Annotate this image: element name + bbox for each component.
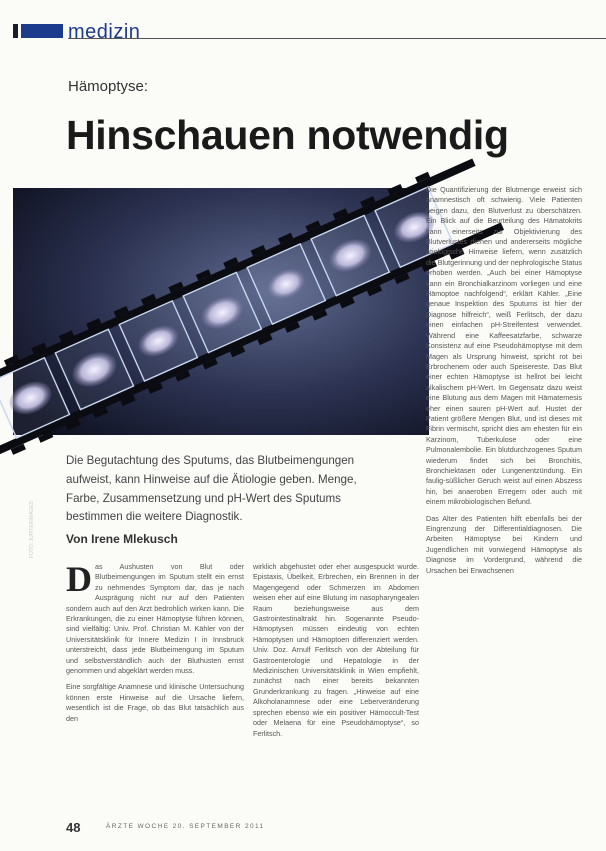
body-column-1 [66,559,244,730]
body-column-2 [253,562,419,745]
section-bar-dark [13,24,18,38]
body-paragraph [66,559,244,676]
section-label: medizin [68,21,141,43]
microscope-slides-illustration [13,188,429,435]
body-paragraph: Das Alter des Patienten hilft ebenfalls bei der Eingrenzung der Differentialdiagnosen. Die Arbeiten Hämoptyse bei Kindern und Jugendlichen mit vorwiegend Hämoptyse als Diagnose im Vordergrund, während die Ursachen bei Erwachsenen [426,513,582,575]
paragraph-text: as Aushusten von Blut oder Blutbeimengungen im Sputum stellt ein ernst zu nehmendes Symptom dar, das je nach Ausprägung nicht nur auf den Patienten sondern auch auf den Arzt bedrohlich wirken kann. Die Erkrankungen, die zu einer Hämoptyse führen können, sind vielfältig: Univ. Prof. Christian M. Kähler von der Universitätsklinik für Innere Medizin I in Innsbruck unterstreicht, dass jede Blutbeimengung im Sputum und selbstverständlich auch der Bluthusten ernst genommen und abgeklärt werden muss. [66,562,244,676]
section-bar-blue [21,24,63,38]
issue-line: ÄRZTE WOCHE 20. SEPTEMBER 2011 [106,823,265,830]
photo-credit: FOTO: JUPITERIMAGES [29,501,35,558]
page-number: 48 [66,820,81,835]
body-paragraph: Die Quantifizierung der Blutmenge erweist sich anamnestisch oft schwierig. Viele Patienten neigen dazu, den Blutverlust zu überschätzen. Ein Blick auf die Beurteilung des Hämatokrits kann einerseits zur Objektivierung des Blutverlustes dienen und andererseits mögliche ätiologische Hinweise liefern, wenn zusätzlich die Blutgerinnung und der nephrologische Status erhoben werden. „Auch bei einer Hämoptyse kann ein Bronchialkarzinom vorliegen und eine Hämoptoe nachfolgend“, erklärt Kähler. „Eine genaue Inspektion des Sputums ist hier der Diagnose hilfreich“, weiß Ferlitsch, der dazu einen einfachen pH-Streifentest verwendet. Während eine Kaffeesatzfarbe, schwarze Konsistenz auf eine Pseudohämoptyse mit dem Magen als Ursprung hinweist, spricht rot bei Erbrochenem oder auch Speisereste. Das Blut einer echten Hämoptyse ist hellrot bei leicht alkalischem pH-Wert. Im Gegensatz dazu weist eine Blutung aus dem Magen mit Hämatemesis eher einen sauren pH-Wert auf. Hustet der Patient größere Mengen Blut, und ist dieses mit Fibrin vermischt, spricht dies am ehesten für ein Karzinom, Tuberkulose oder eine Pulmonalembolie. Ein blutdurchzogenes Sputum wiederum findet sich bei Bronchitis, Bronchiektasen oder Lungenentzündung. Ein faulig-süßlicher Geruch weist auf einen Abszess hin, bei anaeroben Erregern oder auch mit einem mikrobiologischen Befund. [426,185,582,507]
article-lead: Die Begutachtung des Sputums, das Blutbeimengungen aufweist, kann Hinweise auf die Ätiologie geben. Menge, Farbe, Zusammensetzung und pH-Wert des Sputums bestimmen die weitere Diagnostik. [66,454,357,524]
drop-cap: D [66,559,92,599]
page-footer [66,820,586,836]
article-headline: Hinschauen notwendig [66,112,509,158]
article-byline: Von Irene Mlekusch [66,532,178,546]
body-paragraph: wirklich abgehustet oder eher ausgespuckt wurde. Epistaxis, Übelkeit, Erbrechen, ein Brennen in der Magengegend oder Schmerzen im Abdomen weisen eher auf eine Blutung im nasopharyngealen Raum beziehungsweise aus dem Gastrointestinaltrakt hin. Sogenannte Pseudo-Hämoptysen müssen eindeutig von echten Hämoptysen und Hämoptoen differenziert werden. Univ. Doz. Arnulf Ferlitsch von der Abteilung für Gastroenterologie und Hepatologie in der Medizinischen Universitätsklinik in Wien empfiehlt, zunächst nach einer bereits bekannten Grunderkrankung zu fragen. „Hinweise auf eine Alkoholanamnese oder eine Leberveränderung sprechen ebenso wie ein positiver Hämoccult-Test oder Melaena für eine Pseudohämoptyse“, so Ferlitsch. [253,562,419,738]
body-paragraph: Eine sorgfältige Anamnese und klinische Untersuchung können erste Hinweise auf die Ursache liefern, wesentlich ist die Frage, ob das Blut tatsächlich aus den [66,682,244,723]
section-color-bar [13,24,63,38]
body-column-3 [426,185,582,582]
section-rule [68,38,606,39]
article-kicker: Hämoptyse: [68,78,149,95]
